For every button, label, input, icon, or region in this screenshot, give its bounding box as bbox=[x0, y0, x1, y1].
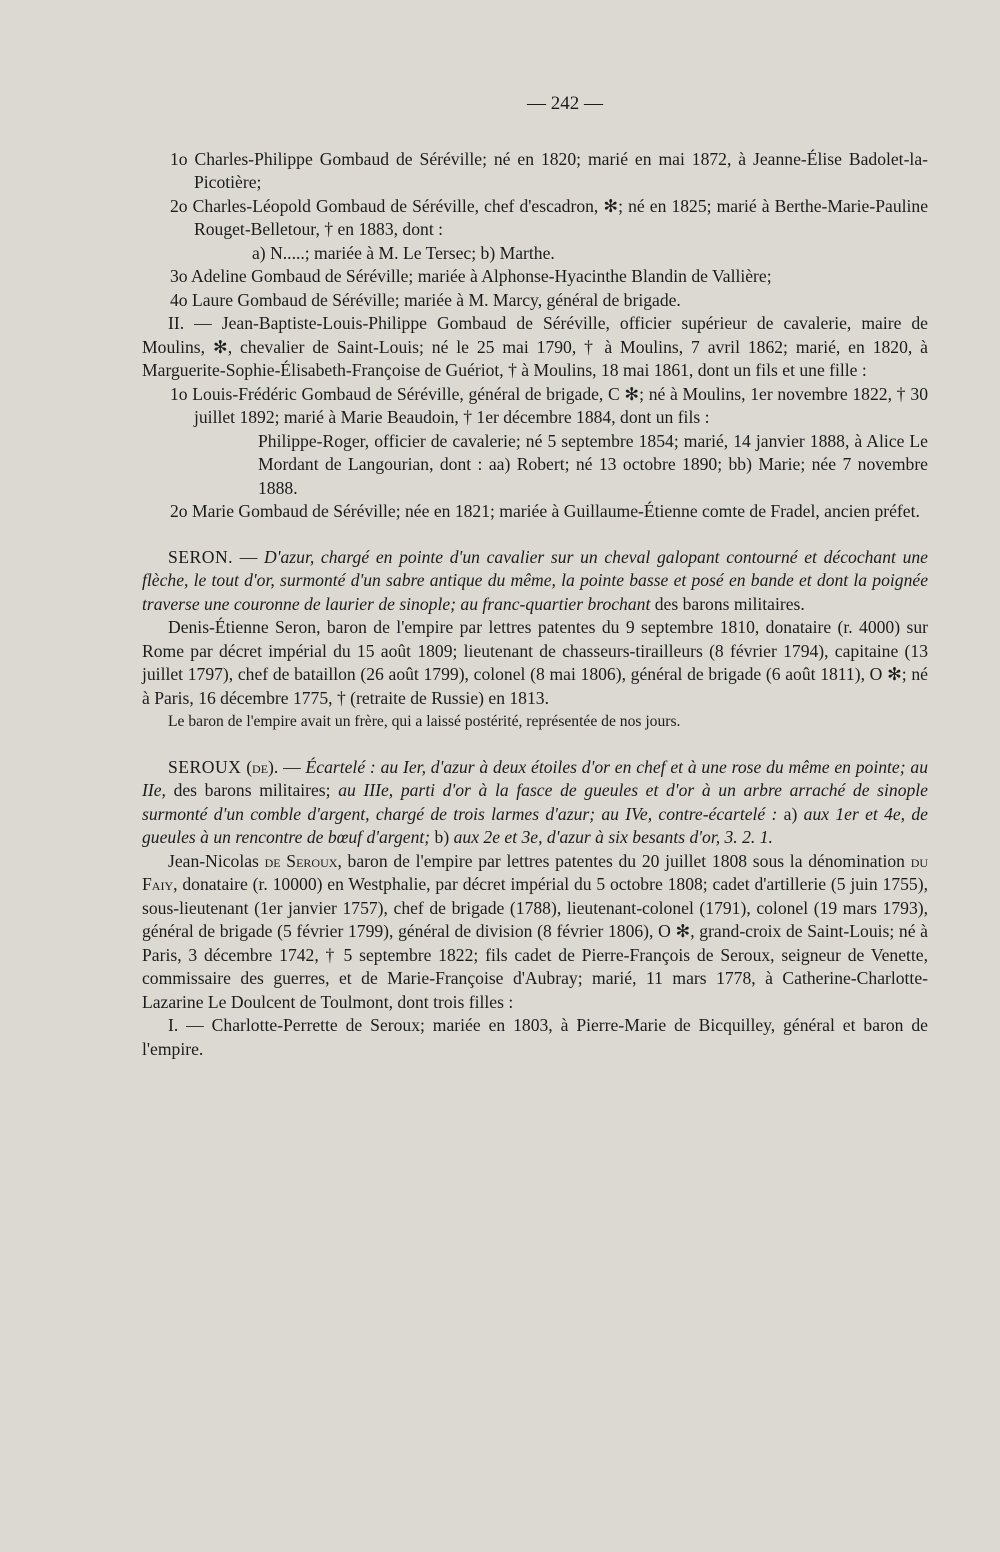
seron-arms: SERON. — D'azur, chargé en pointe d'un cavalier sur un cheval galopant contourné et décochant une flèche, le tout d'or, surmonté d'un sabre antique du même, la pointe basse et posé en bande et dont la poignée traverse une couronne de laurier de sinople; au franc-quartier brochant des barons militaires. bbox=[142, 546, 928, 614]
entry-ii-child-1: 1o Louis-Frédéric Gombaud de Séréville, général de brigade, C ✻; né à Moulins, 1er novembre 1822, † 30 juillet 1892; marié à Marie Beaudoin, † 1er décembre 1884, dont un fils : bbox=[170, 383, 928, 427]
seroux-heading: SEROUX bbox=[168, 756, 242, 777]
seron-bio-name: Denis-Étienne Seron bbox=[168, 617, 317, 637]
seron-note: Le baron de l'empire avait un frère, qui a laissé postérité, représentée de nos jours. bbox=[168, 713, 681, 730]
entry-generation-ii: II. — Jean-Baptiste-Louis-Philippe Gombaud de Séréville, officier supérieur de cavalerie, maire de Moulins, ✻, chevalier de Saint-Louis; né le 25 mai 1790, † à Moulins, 7 avril 1862; marié, en 1820, à Marguerite-Sophie-Élisabeth-Françoise de Guériot, † à Moulins, 18 mai 1861, dont un fils et une fille : bbox=[142, 313, 928, 380]
entry-child-2-issue: a) N.....; mariée à M. Le Tersec; b) Marthe. bbox=[252, 242, 555, 263]
seroux-bio-name: de Seroux bbox=[264, 850, 338, 871]
entry-child-2: 2o Charles-Léopold Gombaud de Séréville, chef d'escadron, ✻; né en 1825; marié à Berthe-Marie-Pauline Rouget-Belletour, † en 1883, dont : bbox=[170, 195, 928, 239]
seroux-biography: Jean-Nicolas de Seroux, baron de l'empire par lettres patentes du 20 juillet 1808 sous la dénomination du Faiy, donataire (r. 10000) en Westphalie, par décret impérial du 5 octobre 1808; cadet d'artillerie (5 juin 1755), sous-lieutenant (1er janvier 1757), chef de brigade (1788), lieutenant-colonel (1791), colonel (19 mars 1793), général de brigade (5 février 1799), général de division (8 février 1806), O ✻, grand-croix de Saint-Louis; né à Paris, 3 décembre 1742, † 5 septembre 1822; fils cadet de Pierre-François de Seroux, seigneur de Venette, commissaire des guerres, et de Marie-Françoise d'Aubray; marié, 11 mars 1778, à Catherine-Charlotte-Lazarine Le Doulcent de Toulmont, dont trois filles : bbox=[142, 850, 929, 1012]
seron-blazon: D'azur, chargé en pointe d'un cavalier sur un cheval galopant contourné et décochant une flèche, le tout d'or, surmonté d'un sabre antique du même, la pointe basse et posé en bande et dont la poignée traverse une couronne de laurier de sinople; au franc-quartier brochant bbox=[142, 546, 928, 614]
seroux-daughter-1: I. — Charlotte-Perrette de Seroux; mariée en 1803, à Pierre-Marie de Bicquilley, général et baron de l'empire. bbox=[142, 1015, 928, 1059]
entry-ii-grandchild: Philippe-Roger, officier de cavalerie; né 5 septembre 1854; marié, 14 janvier 1888, à Alice Le Mordant de Langourian, dont : aa) Robert; né 13 octobre 1890; bb) Marie; née 7 novembre 1888. bbox=[258, 430, 928, 498]
entry-child-3: 3o Adeline Gombaud de Séréville; mariée à Alphonse-Hyacinthe Blandin de Vallière; bbox=[170, 266, 772, 286]
seron-biography: Denis-Étienne Seron, baron de l'empire par lettres patentes du 9 septembre 1810, donataire (r. 4000) sur Rome par décret impérial du 15 août 1809; lieutenant de chasseurs-tirailleurs (8 février 1794), capitaine (13 juillet 1797), chef de bataillon (26 août 1799), colonel (8 mai 1806), général de brigade (6 août 1811), O ✻; né à Paris, 16 décembre 1775, † (retraite de Russie) en 1813. bbox=[142, 617, 928, 708]
seron-heading: SERON. bbox=[168, 546, 234, 567]
entry-child-4: 4o Laure Gombaud de Séréville; mariée à M. Marcy, général de brigade. bbox=[170, 289, 681, 310]
entry-ii-child-2: 2o Marie Gombaud de Séréville; née en 1821; mariée à Guillaume-Étienne comte de Fradel, ancien préfet. bbox=[170, 501, 920, 521]
page-number: — 242 — bbox=[527, 93, 603, 114]
seroux-arms: SEROUX (de). — Écartelé : au Ier, d'azur à deux étoiles d'or en chef et à une rose du même en pointe; au IIe, des barons militaires; au IIIe, parti d'or à la fasce de gueules et d'or à un arbre arraché de sinople surmonté d'un comble d'argent, chargé de trois larmes d'azur; au IVe, contre-écartelé : a) aux 1er et 4e, de gueules à un rencontre de bœuf d'argent; b) aux 2e et 3e, d'azur à six besants d'or, 3. 2. 1. bbox=[142, 756, 928, 847]
entry-child-1: 1o Charles-Philippe Gombaud de Séréville; né en 1820; marié en mai 1872, à Jeanne-Élise Badolet-la-Picotière; bbox=[170, 148, 928, 192]
